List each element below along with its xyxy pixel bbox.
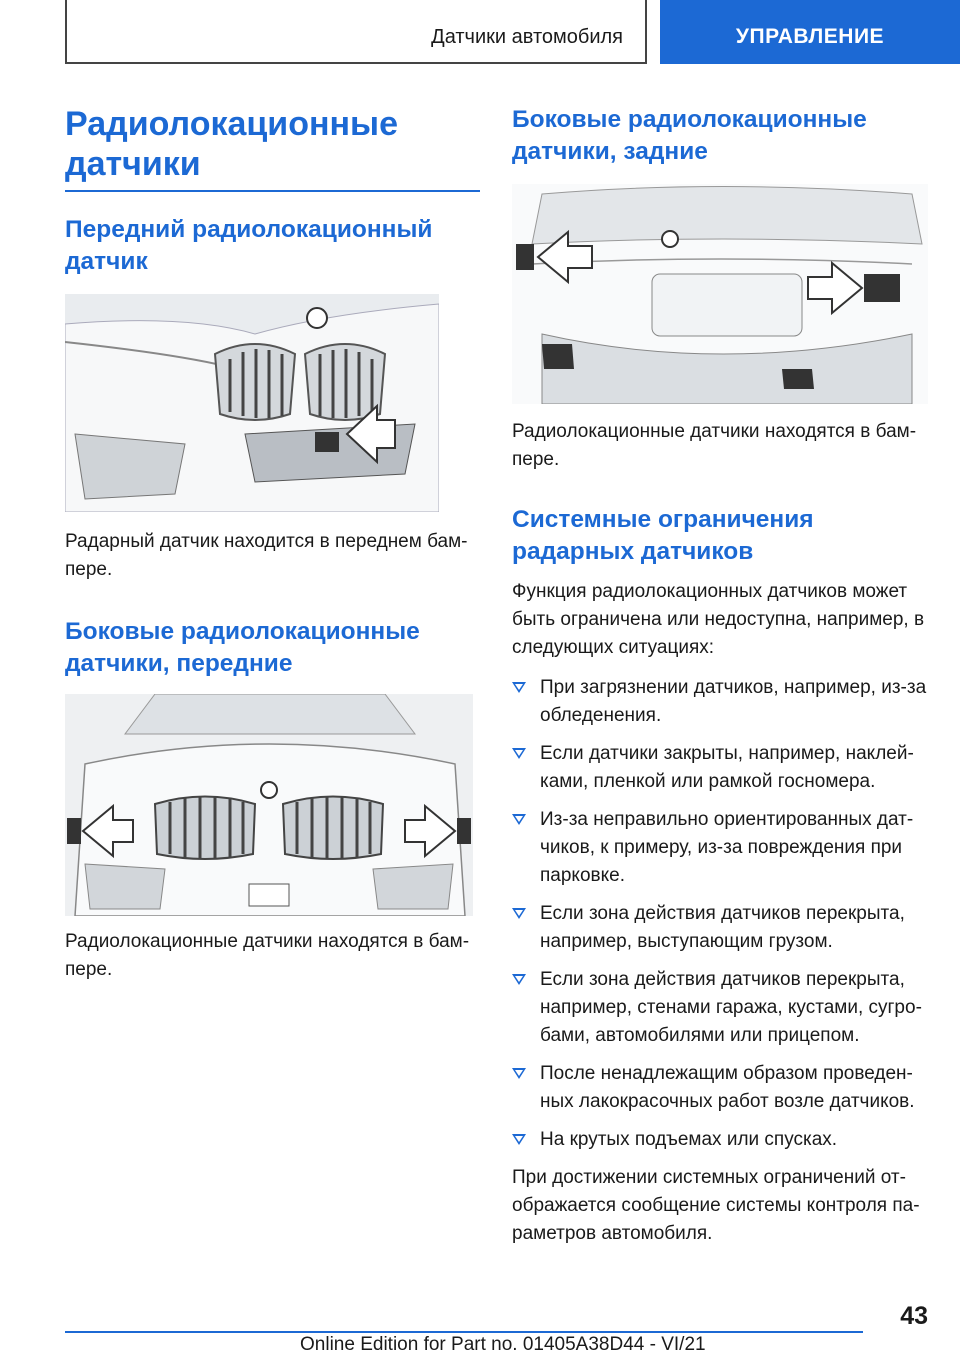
- bullet-triangle-icon: [512, 1068, 526, 1079]
- header-section-title: Датчики автомобиля: [431, 26, 623, 48]
- front-sensor-heading: Передний радиолокационный датчик: [65, 216, 433, 275]
- list-item: На крутых подъемах или спусках.: [512, 1126, 928, 1154]
- bullet-triangle-icon: [512, 682, 526, 693]
- front-sensor-image: [65, 294, 439, 512]
- list-item: Из-за неправильно ориентированных дат‐чиков, к примеру, из-за повреждения при парковке.: [512, 806, 928, 890]
- list-item: После ненадлежащим образом проведен‐ных лакокрасочных работ возле датчиков.: [512, 1060, 928, 1116]
- page-number: 43: [900, 1302, 928, 1330]
- side-front-heading: Боковые радиолокационные датчики, передние: [65, 618, 420, 677]
- header-section-box: [65, 0, 647, 64]
- list-item: Если зона действия датчиков перекрыта, например, выступающим грузом.: [512, 900, 928, 956]
- side-rear-sensor-image: [512, 184, 928, 404]
- system-limits-list: [512, 674, 928, 1154]
- left-column: [65, 104, 480, 984]
- side-rear-heading: Боковые радиолокационные датчики, задние: [512, 106, 867, 165]
- bullet-triangle-icon: [512, 908, 526, 919]
- list-item: Если датчики закрыты, например, наклей‐ками, пленкой или рамкой госномера.: [512, 740, 928, 796]
- system-limits-outro: При достижении системных ограничений от‐ображается сообщение системы контроля па‐раметров автомобиля.: [512, 1167, 920, 1244]
- header-chapter-tab: УПРАВЛЕНИЕ: [660, 0, 960, 64]
- side-rear-caption: Радиолокационные датчики находятся в бам‐пере.: [512, 421, 917, 470]
- bullet-triangle-icon: [512, 1134, 526, 1145]
- list-item: При загрязнении датчиков, например, из‐за обледенения.: [512, 674, 928, 730]
- front-sensor-caption: Радарный датчик находится в переднем бам‐пере.: [65, 531, 468, 580]
- page-title: Радиолокационные датчики: [65, 104, 480, 192]
- bullet-triangle-icon: [512, 974, 526, 985]
- system-limits-intro: Функция радиолокационных датчиков может быть ограничена или недоступна, например, в следующих ситуациях:: [512, 581, 925, 658]
- footer-edition: Online Edition for Part no. 01405A38D44 - VI/21: [300, 1334, 706, 1355]
- list-item: Если зона действия датчиков перекрыта, например, стенами гаража, кустами, сугро‐бами, автомобилями или прицепом.: [512, 966, 928, 1050]
- footer-divider: [65, 1331, 863, 1333]
- bullet-triangle-icon: [512, 814, 526, 825]
- bullet-triangle-icon: [512, 748, 526, 759]
- side-front-sensor-image: [65, 694, 473, 916]
- system-limits-heading: Системные ограничения радарных датчиков: [512, 506, 814, 565]
- side-front-caption: Радиолокационные датчики находятся в бам‐пере.: [65, 931, 470, 980]
- right-column: [512, 104, 928, 1248]
